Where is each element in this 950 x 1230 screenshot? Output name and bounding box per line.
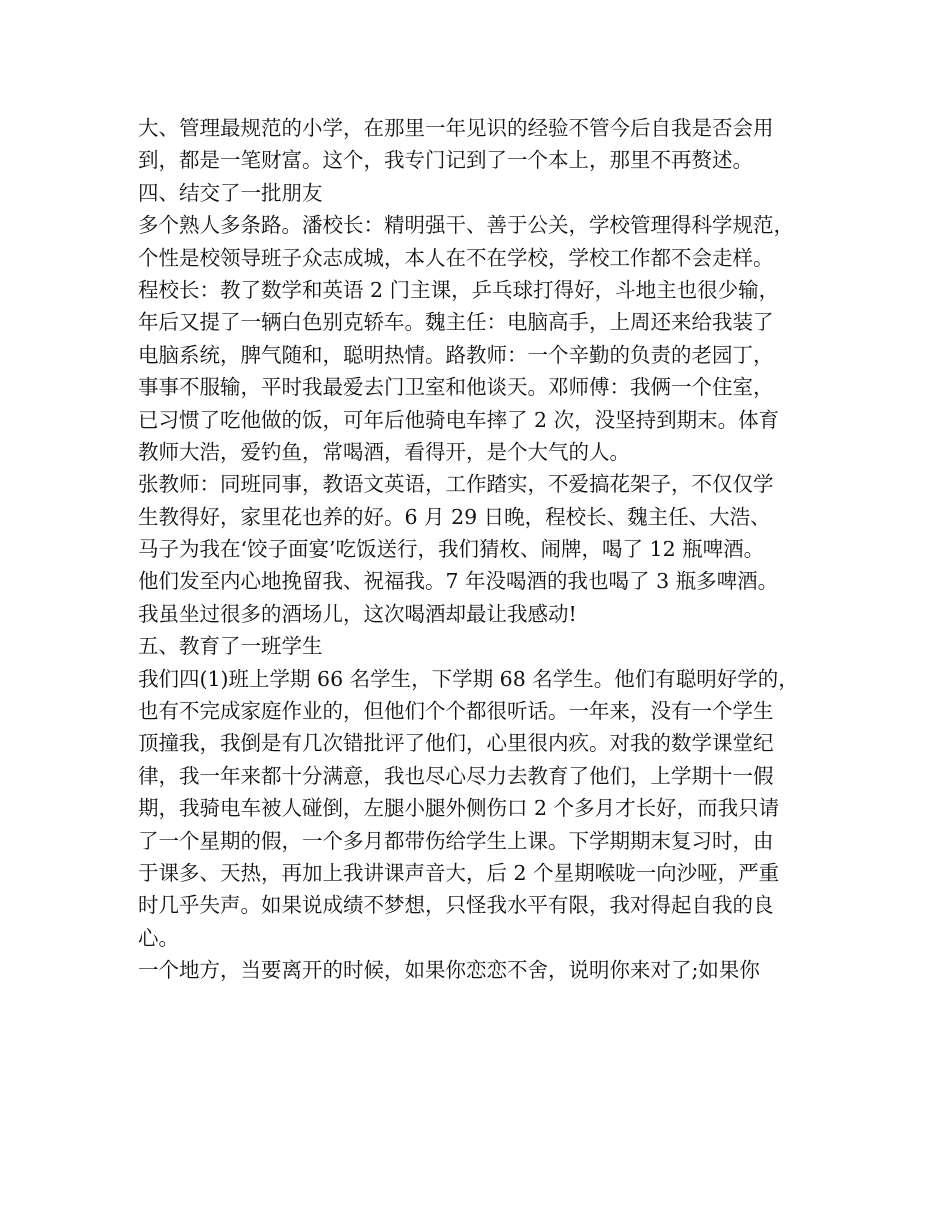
text-line: 时几乎失声。如果说成绩不梦想，只怪我水平有限，我对得起自我的良 <box>138 893 774 918</box>
section-heading: 四、结交了一批朋友 <box>138 180 323 205</box>
text-line: 我们四(1)班上学期 66 名学生，下学期 68 名学生。他们有聪明好学的， <box>138 666 799 691</box>
text-line: 大、管理最规范的小学，在那里一年见识的经验不管今后自我是否会用 <box>138 116 774 140</box>
text-line: 于课多、天热，再加上我讲课声音大，后 2 个星期喉咙一向沙哑，严重 <box>138 860 780 885</box>
text-line: 到，都是一笔财富。这个，我专门记到了一个本上，那里不再赘述。 <box>138 148 753 173</box>
text-line: 多个熟人多条路。潘校长：精明强干、善于公关，学校管理得科学规范， <box>138 213 794 238</box>
text-line: 生教得好，家里花也养的好。6 月 29 日晚，程校长、魏主任、大浩、 <box>138 504 771 529</box>
text-line: 程校长：教了数学和英语 2 门主课，乒乓球打得好，斗地主也很少输， <box>138 277 780 302</box>
text-line: 也有不完成家庭作业的，但他们个个都很听话。一年来，没有一个学生 <box>138 699 774 724</box>
text-line: 马子为我在‘饺子面宴’吃饭送行，我们猜枚、闹牌，喝了 12 瓶啤酒。 <box>138 537 765 562</box>
text-line: 电脑系统，脾气随和，聪明热情。路教师：一个辛勤的负责的老园丁， <box>138 342 774 367</box>
text-line: 张教师：同班同事，教语文英语，工作踏实，不爱搞花架子，不仅仅学 <box>138 472 774 497</box>
body-text <box>138 112 838 987</box>
text-line: 他们发至内心地挽留我、祝福我。7 年没喝酒的我也喝了 3 瓶多啤酒。 <box>138 569 779 594</box>
text-line: 顶撞我，我倒是有几次错批评了他们，心里很内疚。对我的数学课堂纪 <box>138 731 774 756</box>
text-line: 律，我一年来都十分满意，我也尽心尽力去教育了他们，上学期十一假 <box>138 763 774 788</box>
text-line: 期，我骑电车被人碰倒，左腿小腿外侧伤口 2 个多月才长好，而我只请 <box>138 796 780 821</box>
text-line: 教师大浩，爱钓鱼，常喝酒，看得开，是个大气的人。 <box>138 439 630 464</box>
text-line: 个性是校领导班子众志成城，本人在不在学校，学校工作都不会走样。 <box>138 245 774 270</box>
text-line: 了一个星期的假，一个多月都带伤给学生上课。下学期期末复习时，由 <box>138 828 774 853</box>
text-line: 年后又提了一辆白色别克轿车。魏主任：电脑高手，上周还来给我装了 <box>138 310 774 335</box>
text-line: 事事不服输，平时我最爱去门卫室和他谈天。邓师傅：我俩一个住室， <box>138 375 774 400</box>
text-line: 心。 <box>138 925 179 950</box>
text-line: 一个地方，当要离开的时候，如果你恋恋不舍，说明你来对了;如果你 <box>138 958 760 983</box>
text-line: 我虽坐过很多的酒场儿，这次喝酒却最让我感动! <box>138 601 577 626</box>
section-heading: 五、教育了一班学生 <box>138 634 323 659</box>
text-line: 已习惯了吃他做的饭，可年后他骑电车摔了 2 次，没坚持到期末。体育 <box>138 407 780 432</box>
